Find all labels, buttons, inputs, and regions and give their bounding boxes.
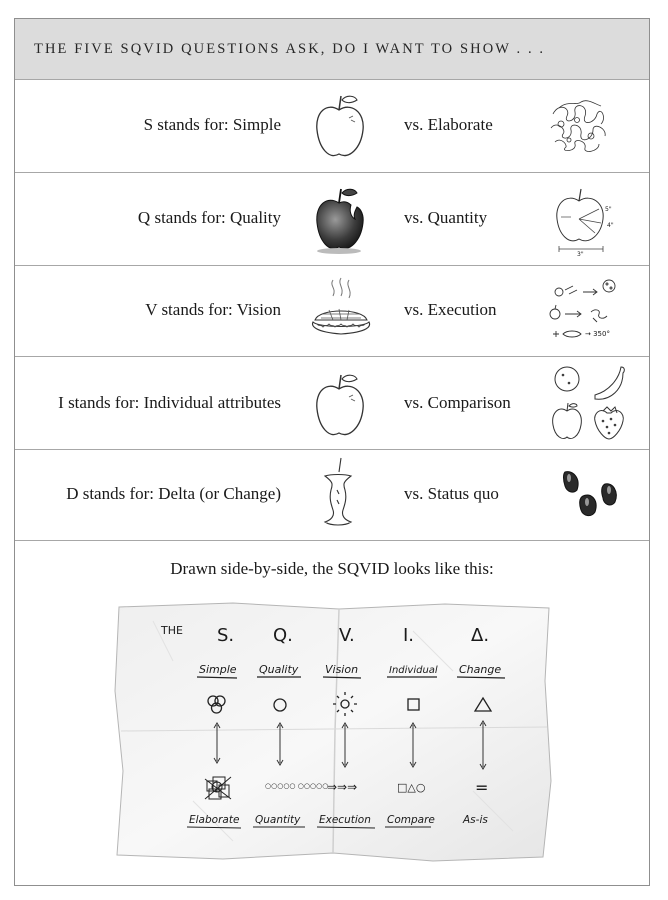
napkin-letter-i: I. xyxy=(403,625,415,646)
row-label: V stands for: Vision xyxy=(145,300,281,319)
svg-text:→ 350°: → 350° xyxy=(585,330,610,338)
napkin-compare-symbol: □△○ xyxy=(397,781,426,794)
napkin-asis-symbol: = xyxy=(475,778,489,797)
row-vs: vs. Comparison xyxy=(404,393,511,412)
single-apple-icon xyxy=(311,367,367,443)
table-header xyxy=(15,19,649,80)
svg-text:3": 3" xyxy=(577,251,584,257)
row-quality xyxy=(15,173,649,266)
napkin-word-quantity: Quantity xyxy=(255,814,301,826)
fruit-group-icon xyxy=(549,361,629,445)
apple-seeds-icon xyxy=(555,464,625,528)
row-vs: vs. Quantity xyxy=(404,208,488,227)
napkin-quantity-symbol: ○○○○○ ○○○○○ xyxy=(265,782,329,790)
sqvid-napkin-sketch xyxy=(113,601,553,863)
row-label: D stands for: Delta (or Change) xyxy=(66,484,281,503)
napkin-word-compare: Compare xyxy=(387,814,435,826)
svg-text:5": 5" xyxy=(605,206,612,213)
row-vs: vs. Elaborate xyxy=(404,115,493,134)
apple-core-icon xyxy=(313,454,363,536)
simple-apple-icon xyxy=(311,88,367,164)
shaded-apple-icon xyxy=(311,181,367,257)
header-title: THE FIVE SQVID QUESTIONS ASK, DO I WANT TO SHOW . . . xyxy=(34,41,546,57)
napkin-execution-symbol: ⇒⇒⇒ xyxy=(327,780,358,794)
napkin-word-change: Change xyxy=(459,663,502,676)
napkin-word-quality: Quality xyxy=(259,663,299,676)
napkin-the-label: THE xyxy=(161,624,183,637)
napkin-letter-delta: Δ. xyxy=(471,625,490,646)
svg-text:4": 4" xyxy=(607,222,614,229)
recipe-steps-icon xyxy=(543,272,623,348)
napkin-word-simple: Simple xyxy=(199,663,237,676)
napkin-word-individual: Individual xyxy=(389,665,438,676)
napkin-letter-v: V. xyxy=(339,625,355,646)
apple-pie-icon xyxy=(309,274,373,348)
row-vs: vs. Execution xyxy=(404,300,497,319)
row-vs: vs. Status quo xyxy=(404,484,499,503)
row-label: Q stands for: Quality xyxy=(137,208,281,227)
napkin-letter-q: Q. xyxy=(273,625,293,646)
sqvid-table xyxy=(14,18,650,886)
row-individual xyxy=(15,357,649,450)
row-vision xyxy=(15,266,649,357)
napkin-caption: Drawn side-by-side, the SQVID looks like this: xyxy=(170,559,494,578)
elaborate-scribble-icon xyxy=(547,94,611,158)
measured-apple-icon xyxy=(545,183,617,257)
row-simple xyxy=(15,80,649,173)
napkin-letter-s: S. xyxy=(217,625,235,646)
row-label: S stands for: Simple xyxy=(143,115,281,134)
napkin-word-vision: Vision xyxy=(325,663,359,676)
napkin-word-elaborate: Elaborate xyxy=(189,814,240,826)
napkin-word-asis: As-is xyxy=(463,814,488,826)
napkin-word-execution: Execution xyxy=(319,814,371,826)
row-label: I stands for: Individual attributes xyxy=(58,393,281,412)
row-delta xyxy=(15,450,649,541)
